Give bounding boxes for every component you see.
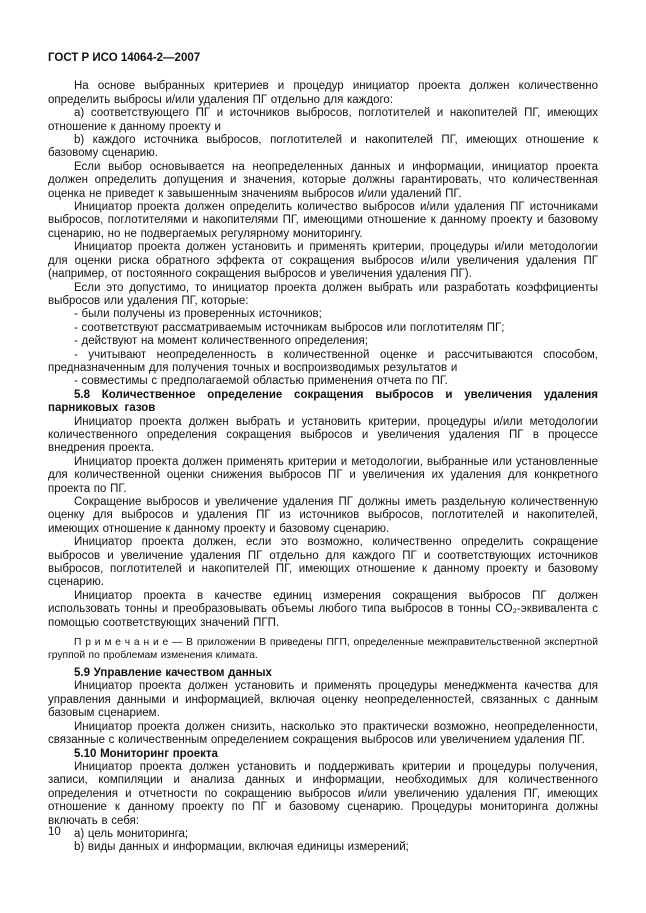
body-paragraph: Инициатор проекта должен выбрать и установить критерии, процедуры и/или методологии количественного определения сокращения выбросов и увеличения удаления ПГ в процессе внедрения проекта. (48, 415, 598, 455)
body-paragraph: Инициатор проекта должен установить и применять процедуры менеджмента качества для управления данными и информацией, включая оценку неопределенностей, связанных с данным базовым сценарием. (48, 680, 598, 720)
dash-list-item: - учитывают неопределенность в количественной оценке и рассчитываются способом, предназначенным для получения точных и воспроизводимых результатов и (48, 348, 598, 374)
body-paragraph: Инициатор проекта должен определить количество выбросов и/или удаления ПГ источниками выбросов, поглотителями и накопителями ПГ, имеющими отношение к данному проекту и базовому сценарию, но не подвергаемых регулярному мониторингу. (48, 201, 598, 240)
section-heading-5-10: 5.10 Мониторинг проекта (74, 747, 218, 760)
section-heading-5-9: 5.9 Управление качеством данных (74, 667, 272, 680)
body-paragraph: Если выбор основывается на неопределенных данных и информации, инициатор проекта должен определить допущения и значения, которые должны гарантировать, что количественная оценка не приведет к завышенным значениям выбросов и/или удалений ПГ. (48, 160, 598, 200)
document-body (48, 80, 598, 854)
body-paragraph: Сокращение выбросов и увеличение удаления ПГ должны иметь раздельную количественную оценку для выбросов и удаления ПГ из источников выбросов, поглотителей и накопителей, имеющих отношение к данному проекту и базовому сценарию. (48, 496, 598, 535)
document-standard-number: ГОСТ Р ИСО 14064-2—2007 (48, 52, 201, 64)
body-paragraph: Если это допустимо, то инициатор проекта должен выбрать или разработать коэффициенты выбросов или удаления ПГ, которые: (48, 281, 598, 307)
dash-list-item: - совместимы с предполагаемой областью применения отчета по ПГ. (74, 375, 448, 388)
list-item-a: a) цель мониторинга; (74, 827, 189, 840)
body-paragraph: Инициатор проекта должен применять критерии и методологии, выбранные или установленные для количественной оценки снижения выбросов ПГ и увеличения их удаления для конкретного проекта по ПГ. (48, 455, 598, 495)
body-paragraph: Инициатор проекта в качестве единиц измерения сокращения выбросов ПГ должен использовать тонны и преобразовывать объемы любого типа выбросов в тонны CO₂-эквивалента с помощью соответствующих значений ПГП. (48, 589, 598, 629)
list-item-b: b) каждого источника выбросов, поглотителей и накопителей ПГ, имеющих отношение к базовому сценарию. (48, 134, 598, 160)
dash-list-item: - были получены из проверенных источников; (74, 308, 322, 321)
list-item-b: b) виды данных и информации, включая единицы измерений; (74, 841, 409, 854)
dash-list-item: - соответствуют рассматриваемым источникам выбросов или поглотителям ПГ; (74, 321, 505, 334)
body-paragraph: Инициатор проекта должен, если это возможно, количественно определить сокращение выбросов и увеличение удаления ПГ отдельно для каждого ПГ и соответствующих источников выбросов, поглотителей и накопителей ПГ, имеющих отношение к данному проекту и базовому сценарию. (48, 536, 598, 589)
dash-list-item: - действуют на момент количественного определения; (74, 335, 368, 348)
list-item-a: a) соответствующего ПГ и источников выбросов, поглотителей и накопителей ПГ, имеющих отношение к данному проекту и (48, 107, 598, 133)
body-paragraph: Инициатор проекта должен снизить, насколько это практически возможно, неопределенности, связанные с количественным определением сокращения выбросов или увеличением удаления ПГ. (48, 720, 598, 747)
body-paragraph: На основе выбранных критериев и процедур инициатор проекта должен количественно определить выбросы и/или удаления ПГ отдельно для каждого: (48, 80, 598, 106)
section-heading-5-8: 5.8 Количественное определение сокращения выбросов и увеличения удаления парниковых газов (48, 388, 598, 415)
body-paragraph: Инициатор проекта должен установить и поддерживать критерии и процедуры получения, записи, компиляции и анализа данных и информации, необходимых для количественного определения и отчетности по сокращению выбросов и/или увеличению удаления ПГ, имеющих отношение к данному проекту по ПГ и базовому сценарию. Процедуры мониторинга должны включать в себя: (48, 760, 598, 827)
note-paragraph: П р и м е ч а н и е — В приложении В приведены ПГП, определенные межправительственной экспертной группой по проблемам изменения климата. (48, 637, 598, 662)
body-paragraph: Инициатор проекта должен установить и применять критерии, процедуры и/или методологии для оценки риска обратного эффекта от сокращения выбросов и/или увеличения удаления ПГ (например, от постоянного сокращения выбросов и увеличения удаления ПГ). (48, 241, 598, 281)
page-number: 10 (48, 826, 61, 838)
